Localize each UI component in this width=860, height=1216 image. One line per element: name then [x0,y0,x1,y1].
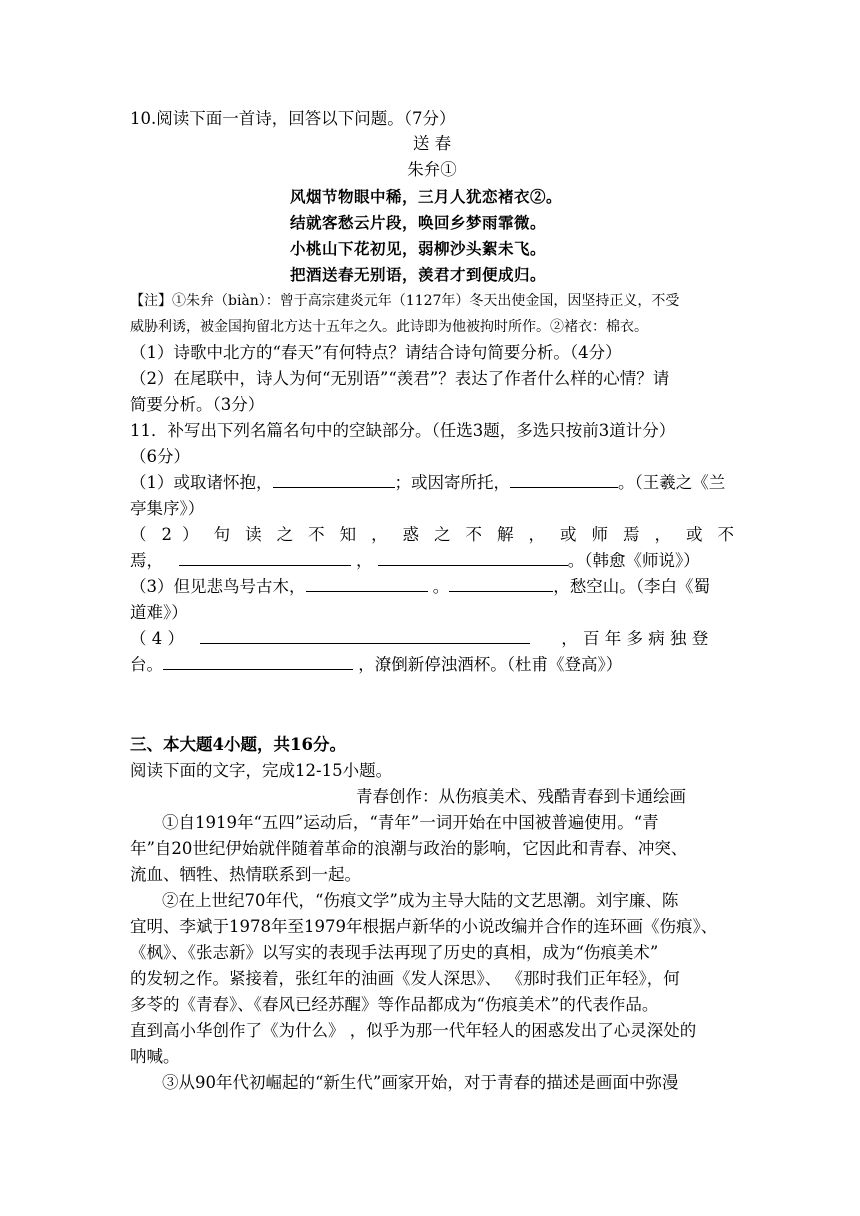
q11-item2: （ 2 ） 句 读 之 不 知 ， 惑 之 不 解 ， 或 师 焉 ， 或 不 [130,525,734,544]
answer-blank[interactable] [306,577,428,592]
item-text: ， 百 年 多 病 独 登 [561,629,709,648]
poem-line: 风烟节物眼中稀，三月人犹恋褚衣②。 [290,187,563,206]
q10-sub2-cont: 简要分析。（3分） [130,395,265,414]
paragraph-line: 年”自20世纪伊始就伴随着革命的浪潮与政治的影响，它因此和青春、冲突、 [130,839,688,858]
poem-author: 朱弁① [407,160,457,179]
q11-header: 11．补写出下列名篇名句中的空缺部分。（任选3题，多选只按前3道计分） [130,421,676,440]
item-text: （ 4 ） [130,629,184,648]
answer-blank[interactable] [273,473,395,488]
q10-header: 10.阅读下面一首诗，回答以下问题。（7分） [130,109,456,128]
paragraph-line: 多苓的《青春》、《春风已经苏醒》等作品都成为“伤痕美术”的代表作品。 [130,995,659,1014]
paragraph-line: 宜明、李斌于1978年至1979年根据卢新华的小说改编并合作的连环画《伤痕》、 [130,917,718,936]
item-text: 焉， [130,551,163,570]
paragraph-line: ①自1919年“五四”运动后，“青年”一词开始在中国被普遍使用。“青 [162,813,659,832]
answer-blank[interactable] [378,551,568,566]
poem-title: 送 春 [412,134,452,153]
item-text: ，愁空山。（李白《蜀 [553,577,710,596]
q11-item4 [130,628,734,650]
q10-sub2: （2）在尾联中，诗人为何“无别语”“羡君”？表达了作者什么样的心情？请 [130,369,670,388]
q11-item2-cont [130,550,734,572]
poem-note: 威胁利诱，被金国拘留北方达十五年之久。此诗即为他被拘时所作。②褚衣：棉衣。 [130,319,648,335]
q10-sub1: （1）诗歌中北方的“春天”有何特点？请结合诗句简要分析。（4分） [130,343,622,362]
q11-item3 [130,576,734,598]
section-header: 三、本大题4小题，共16分。 [130,735,346,754]
answer-blank[interactable] [200,629,530,644]
paragraph-line: ③从90年代初崛起的“新生代”画家开始，对于青春的描述是画面中弥漫 [162,1073,679,1092]
article-title: 青春创作：从伤痕美术、残酷青春到卡通绘画 [356,787,686,806]
paragraph-line: 《枫》、《张志新》以写实的表现手法再现了历史的真相，成为“伤痕美术” [130,943,659,962]
item-text: 。（韩愈《师说》） [567,551,700,570]
q11-item1-cont: 亭集序》） [130,499,205,518]
poem-line: 把酒送春无别语，羡君才到便成归。 [290,265,547,284]
section-instruction: 阅读下面的文字，完成12-15小题。 [130,761,393,780]
paragraph-line: 流血、牺牲、热情联系到一起。 [130,865,361,884]
item-text: ；或因寄所托， [394,473,510,492]
q11-item4-cont [130,654,734,676]
paragraph-line: 直到高小华创作了《为什么》 ，似乎为那一代年轻人的困惑发出了心灵深处的 [130,1021,697,1040]
answer-blank[interactable] [449,577,553,592]
answer-blank[interactable] [179,551,351,566]
paragraph-line: ②在上世纪70年代，“伤痕文学”成为主导大陆的文艺思潮。刘宇廉、陈 [162,891,679,910]
item-text: 台。 [130,655,163,674]
item-text: （3）但见悲鸟号古木， [130,577,306,596]
item-text: ， [356,551,373,570]
paragraph-line: 的发轫之作。紧接着，张红年的油画《发人深思》、 《那时我们正年轻》，何 [130,969,680,988]
q11-score: （6分） [130,447,190,466]
answer-blank[interactable] [510,473,618,488]
item-text: 。（王羲之《兰 [618,473,726,492]
paragraph-line: 呐喊。 [130,1047,180,1066]
q11-item3-cont: 道难》） [130,603,188,622]
item-text: 。 [432,577,450,596]
answer-blank[interactable] [163,655,353,670]
q11-item1 [130,472,734,494]
poem-line: 结就客愁云片段，唤回乡梦雨霏微。 [290,213,547,232]
item-text: ，潦倒新停浊酒杯。（杜甫《登高》） [358,655,623,674]
poem-line: 小桃山下花初见，弱柳沙头絮未飞。 [290,239,547,258]
poem-note: 【注】①朱弁（biàn）：曾于高宗建炎元年（1127年）冬天出使金国，因坚持正义，不受 [130,293,680,309]
item-text: （1）或取诸怀抱， [130,473,273,492]
